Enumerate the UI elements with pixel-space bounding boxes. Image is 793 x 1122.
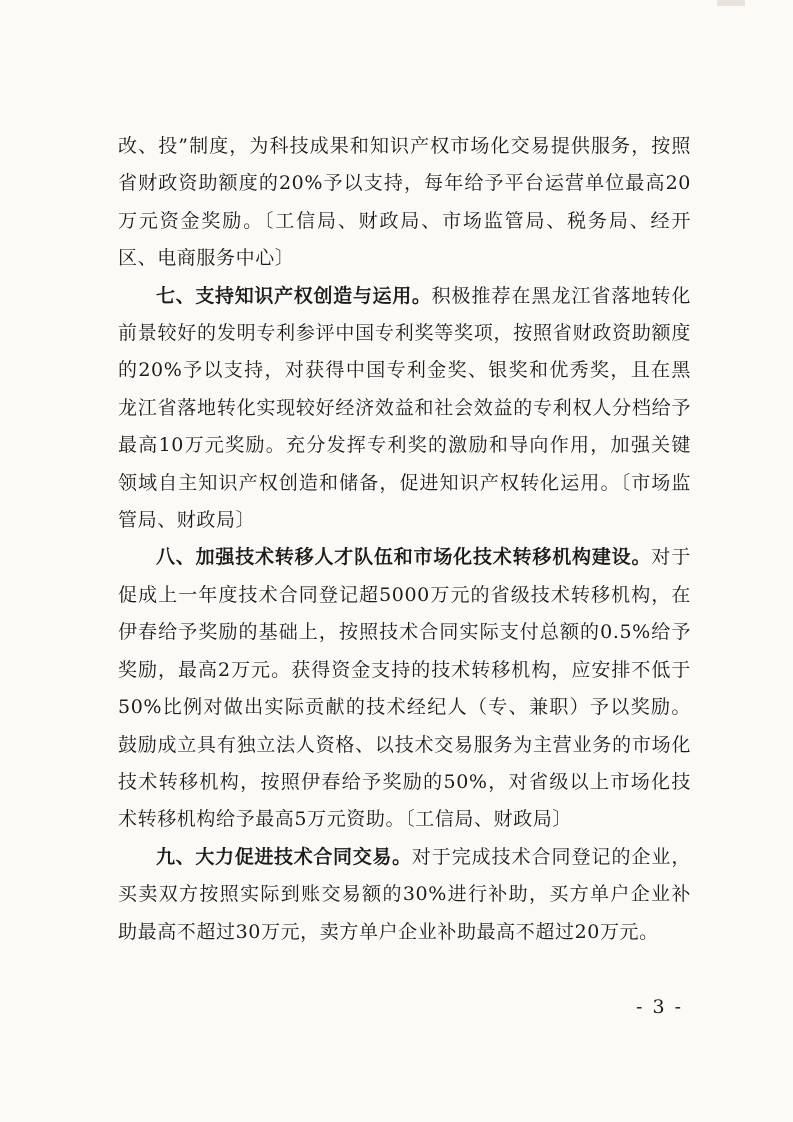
paragraph-continuation	[118, 128, 691, 278]
paragraph-text: 对于完成技术合同登记的企业，买卖双方按照实际到账交易额的30%进行补助，买方单户企业补助最高不超过30万元，卖方单户企业补助最高不超过20万元。	[118, 845, 691, 943]
section-heading-nine: 九、大力促进技术合同交易。	[156, 845, 412, 868]
section-heading-seven: 七、支持知识产权创造与运用。	[156, 284, 432, 307]
paragraph-text: 对于促成上一年度技术合同登记超5000万元的省级技术转移机构，在伊春给予奖励的基础上，按照技术合同实际支付总额的0.5%给予奖励，最高2万元。获得资金支持的技术转移机构，应安排不低于50%比例对做出实际贡献的技术经纪人（专、兼职）予以奖励。鼓励成立具有独立法人资格、以技术交易服务为主营业务的市场化技术转移机构，按照伊春给予奖励的50%，对省级以上市场化技术转移机构给予最高5万元资助。〔工信局、财政局〕	[118, 546, 691, 831]
page-number: - 3 -	[635, 996, 683, 1018]
section-heading-eight: 八、加强技术转移人才队伍和市场化技术转移机构建设。	[156, 546, 652, 569]
paragraph-seven	[118, 278, 691, 540]
paragraph-eight	[118, 539, 691, 838]
paragraph-text: 改、投”制度，为科技成果和知识产权市场化交易提供服务，按照省财政资助额度的20%予以支持，每年给予平台运营单位最高20万元资金奖励。〔工信局、财政局、市场监管局、税务局、经开区、电商服务中心〕	[118, 135, 691, 270]
paragraph-nine	[118, 839, 691, 951]
scan-corner-mark	[717, 0, 745, 6]
paragraph-text: 积极推荐在黑龙江省落地转化前景较好的发明专利参评中国专利奖等奖项，按照省财政资助额度的20%予以支持，对获得中国专利金奖、银奖和优秀奖，且在黑龙江省落地转化实现较好经济效益和社会效益的专利权人分档给予最高10万元奖励。充分发挥专利奖的激励和导向作用，加强关键领域自主知识产权创造和储备，促进知识产权转化运用。〔市场监管局、财政局〕	[118, 284, 691, 532]
document-body	[118, 128, 691, 951]
